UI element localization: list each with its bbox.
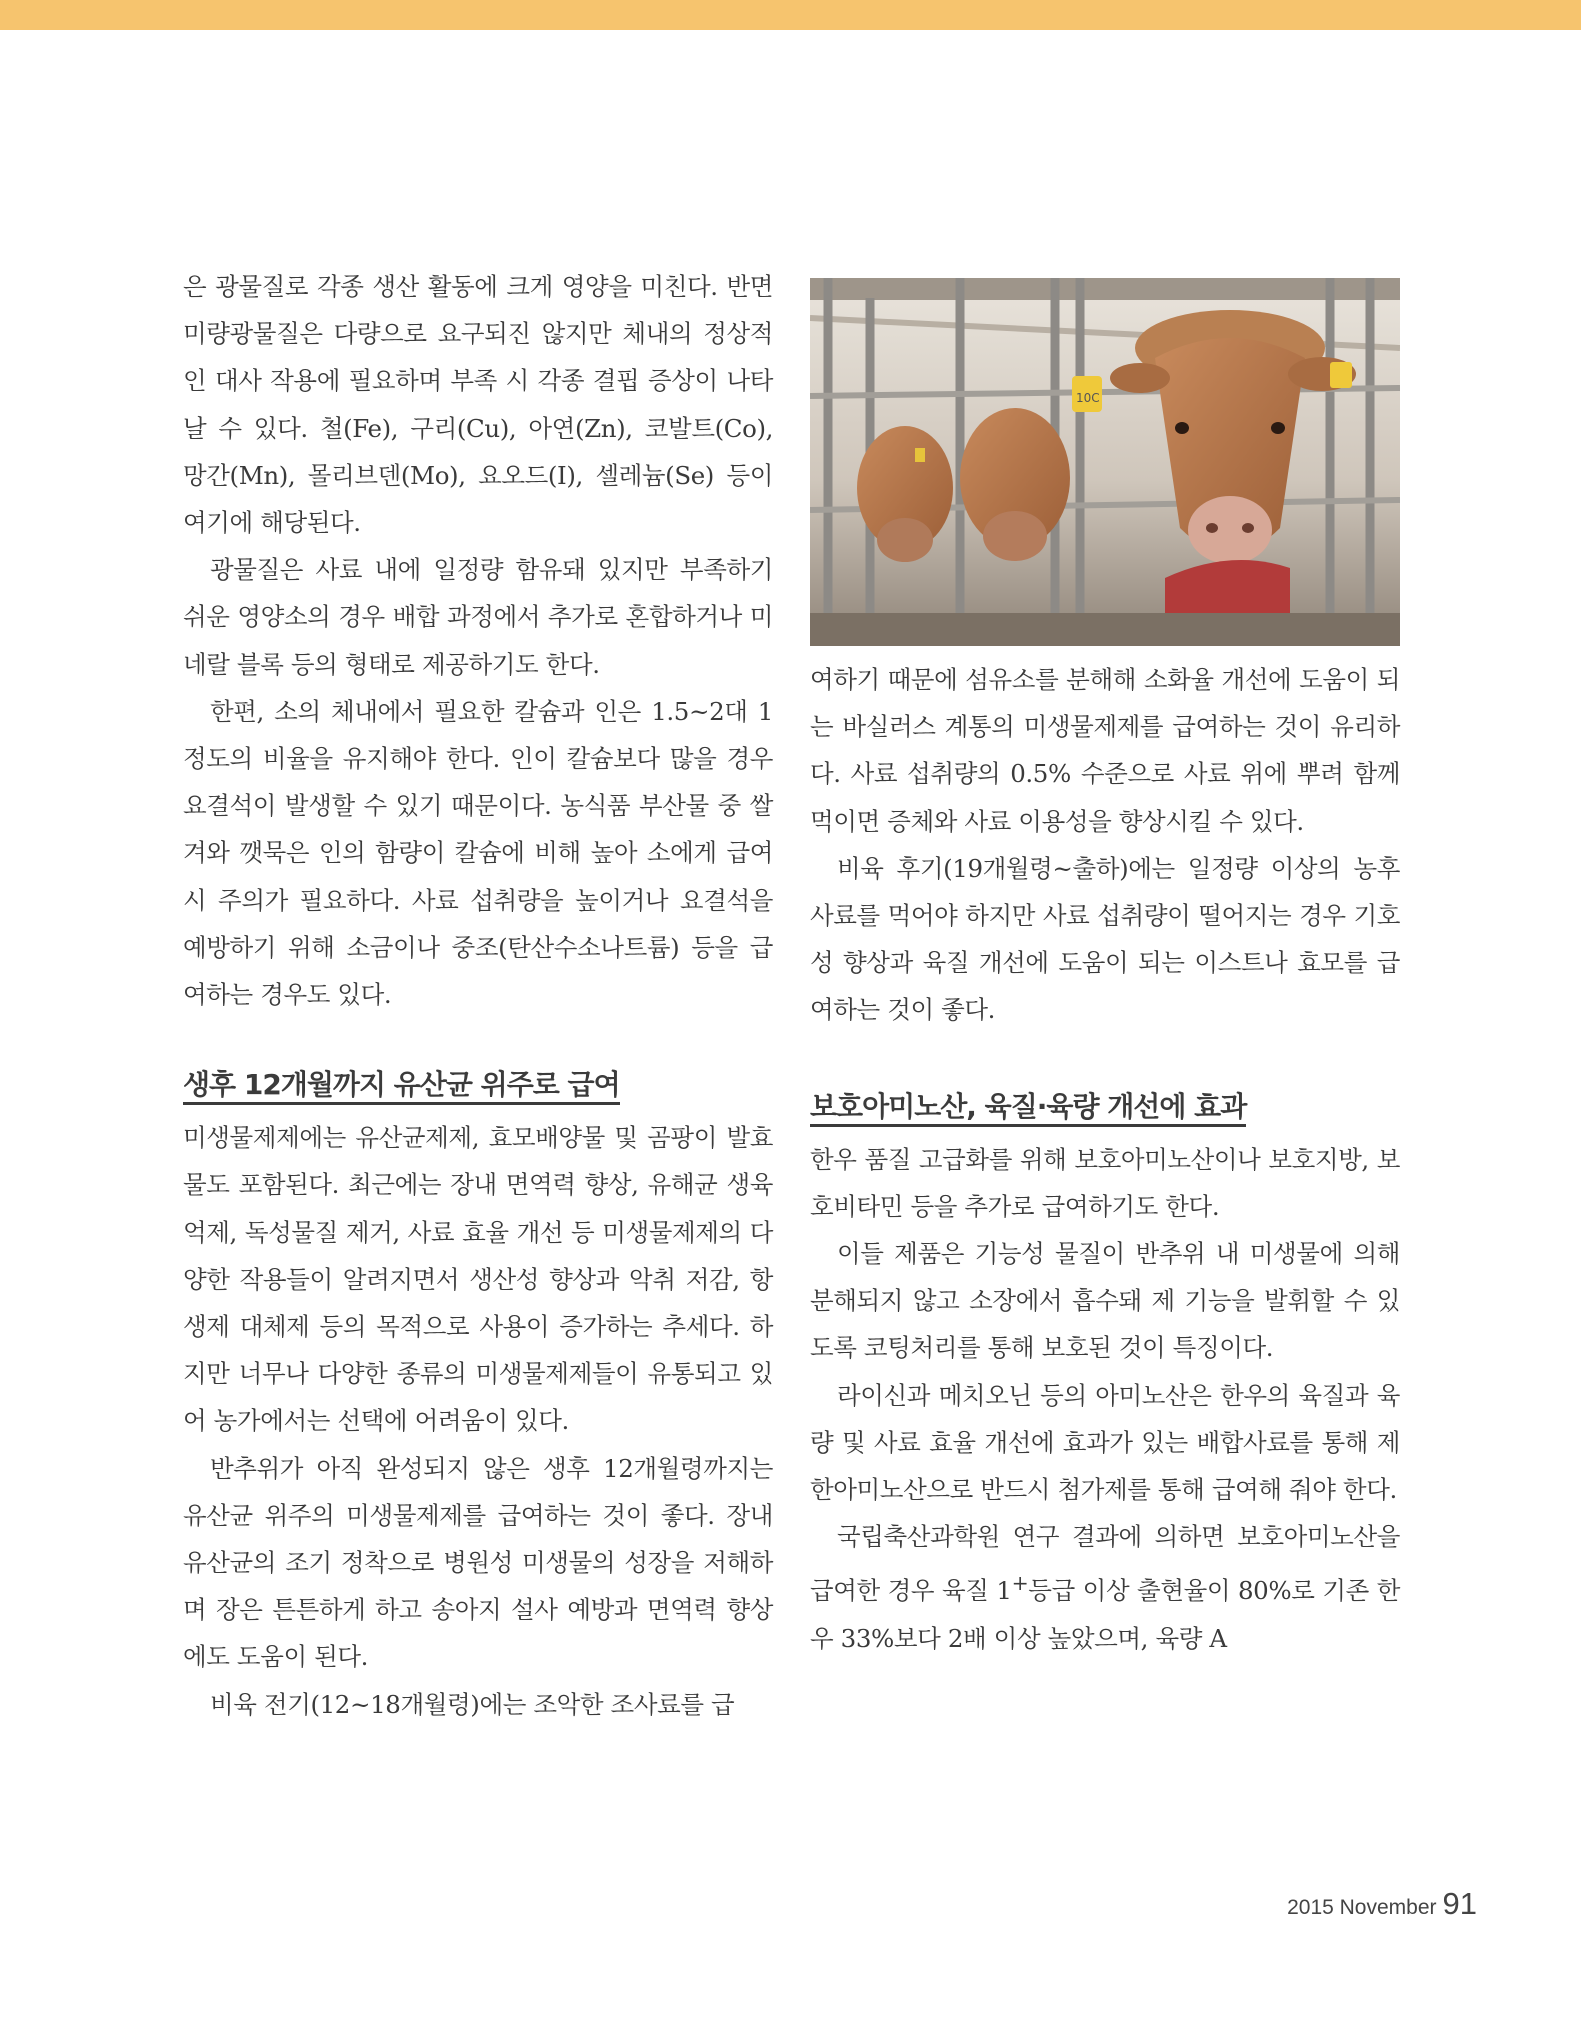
body-paragraph: 여하기 때문에 섬유소를 분해해 소화율 개선에 도움이 되는 바실러스 계통의 미생물제제를 급여하는 것이 유리하다. 사료 섭취량의 0.5% 수준으로 사료 위에 뿌려 함께 먹이면 증체와 사료 이용성을 향상시킬 수 있다. bbox=[810, 665, 1400, 836]
paragraph-text-part: 국립축산과학원 연구 결과에 의하면 보호아미노산을 급여한 경우 육질 1 bbox=[810, 1522, 1400, 1606]
cattle-photo bbox=[810, 278, 1400, 646]
paragraph-text-part: 등급 이상 출현율이 80%로 기존 한우 33%보다 2배 이상 높았으며, 육량 A bbox=[810, 1576, 1400, 1653]
body-paragraph bbox=[810, 1513, 1400, 1662]
body-paragraph: 광물질은 사료 내에 일정량 함유돼 있지만 부족하기 쉬운 영양소의 경우 배합 과정에서 추가로 혼합하거나 미네랄 블록 등의 형태로 제공하기도 한다. bbox=[183, 555, 773, 679]
section-heading-probiotics bbox=[183, 1056, 773, 1114]
section-heading-text: 생후 12개월까지 유산균 위주로 급여 bbox=[183, 1068, 620, 1105]
ear-tag-text: 10C bbox=[1076, 391, 1100, 405]
cattle-feeding-illustration bbox=[810, 278, 1400, 646]
body-paragraph: 은 광물질로 각종 생산 활동에 크게 영양을 미친다. 반면 미량광물질은 다량으로 요구되진 않지만 체내의 정상적인 대사 작용에 필요하며 부족 시 각종 결핍 증상이 나타날 수 있다. 철(Fe), 구리(Cu), 아연(Zn), 코발트(Co), 망간(Mn), 몰리브덴(Mo), 요오드(I), 셀레늄(Se) 등이 여기에 해당된다. bbox=[183, 272, 773, 538]
body-paragraph: 한편, 소의 체내에서 필요한 칼슘과 인은 1.5~2대 1 정도의 비율을 유지해야 한다. 인이 칼슘보다 많을 경우 요결석이 발생할 수 있기 때문이다. 농식품 부산물 중 쌀겨와 깻묵은 인의 함량이 칼슘에 비해 높아 소에게 급여 시 주의가 필요하다. 사료 섭취량을 높이거나 요결석을 예방하기 위해 소금이나 중조(탄산수소나트륨) 등을 급여하는 경우도 있다. bbox=[183, 696, 773, 1010]
section-heading-text: 보호아미노산, 육질·육량 개선에 효과 bbox=[810, 1090, 1246, 1127]
grade-superscript: + bbox=[1011, 1571, 1029, 1596]
body-paragraph: 반추위가 아직 완성되지 않은 생후 12개월령까지는 유산균 위주의 미생물제제를 급여하는 것이 좋다. 장내 유산균의 조기 정착으로 병원성 미생물의 성장을 저해하며 장은 튼튼하게 하고 송아지 설사 예방과 면역력 향상에도 도움이 된다. bbox=[183, 1453, 773, 1672]
issue-date: 2015 November bbox=[1287, 1896, 1437, 1919]
body-paragraph: 한우 품질 고급화를 위해 보호아미노산이나 보호지방, 보호비타민 등을 추가로 급여하기도 한다. bbox=[810, 1144, 1400, 1221]
top-color-band bbox=[0, 0, 1581, 30]
body-paragraph: 비육 전기(12~18개월령)에는 조악한 조사료를 급 bbox=[210, 1689, 735, 1719]
body-paragraph: 라이신과 메치오닌 등의 아미노산은 한우의 육질과 육량 및 사료 효율 개선에 효과가 있는 배합사료를 통해 제한아미노산으로 반드시 첨가제를 통해 급여해 줘야 한다. bbox=[810, 1380, 1400, 1505]
right-column bbox=[810, 656, 1400, 1662]
body-paragraph: 이들 제품은 기능성 물질이 반추위 내 미생물에 의해 분해되지 않고 소장에서 흡수돼 제 기능을 발휘할 수 있도록 코팅처리를 통해 보호된 것이 특징이다. bbox=[810, 1239, 1400, 1363]
page-footer bbox=[1287, 1886, 1477, 1922]
left-column bbox=[183, 263, 773, 1728]
body-paragraph: 미생물제제에는 유산균제제, 효모배양물 및 곰팡이 발효물도 포함된다. 최근에는 장내 면역력 향상, 유해균 생육 억제, 독성물질 제거, 사료 효율 개선 등 미생물제제의 다양한 작용들이 알려지면서 생산성 향상과 악취 저감, 항생제 대체제 등의 목적으로 사용이 증가하는 추세다. 하지만 너무나 다양한 종류의 미생물제제들이 유통되고 있어 농가에서는 선택에 어려움이 있다. bbox=[183, 1123, 773, 1436]
body-paragraph: 비육 후기(19개월령~출하)에는 일정량 이상의 농후사료를 먹어야 하지만 사료 섭취량이 떨어지는 경우 기호성 향상과 육질 개선에 도움이 되는 이스트나 효모를 급여하는 것이 좋다. bbox=[810, 853, 1400, 1025]
section-heading-protected-amino-acids bbox=[810, 1078, 1400, 1136]
page-number: 91 bbox=[1442, 1886, 1477, 1921]
